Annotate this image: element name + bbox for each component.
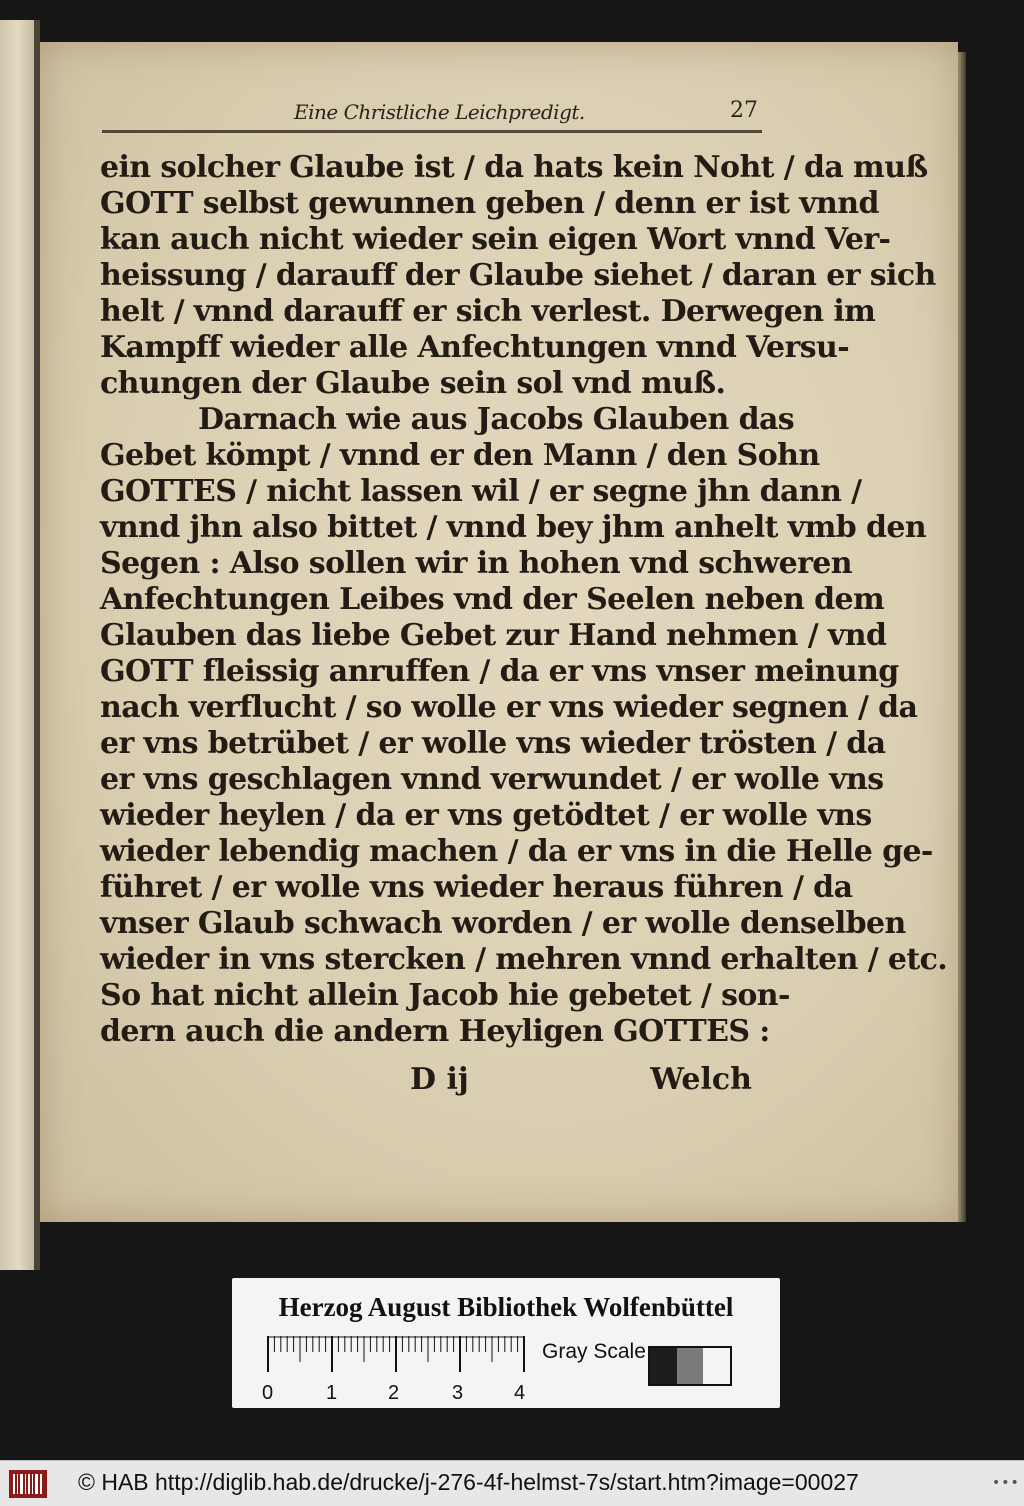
paragraph-first-line: Darnach wie aus Jacobs Glauben das [198,402,795,437]
centimeter-scale [266,1336,526,1374]
header-rule [102,130,762,133]
text-line: vnser Glaub schwach worden / er wolle denselben [100,906,906,941]
scale-number: 4 [514,1382,526,1404]
library-name: Herzog August Bibliothek Wolfenbüttel [278,1292,734,1322]
gray-swatch-light [703,1348,730,1384]
body-text [100,150,948,1050]
color-ruler-card [232,1278,780,1408]
page-number: 27 [730,98,758,123]
text-line: chungen der Glaube sein sol vnd muß. [100,366,726,401]
text-line: GOTT fleissig anruffen / da er vns vnser meinung [100,654,899,689]
text-line: er vns betrübet / er wolle vns wieder trösten / da [100,726,886,761]
text-line: Segen : Also sollen wir in hohen vnd schweren [100,546,852,581]
text-line: er vns geschlagen vnnd verwundet / er wolle vns [100,762,884,797]
ruler-ticks [266,1336,526,1374]
catchword: Welch [650,1062,752,1097]
text-line: Anfechtungen Leibes vnd der Seelen neben dem [100,582,885,617]
gray-scale-swatches [648,1346,732,1386]
text-line: kan auch nicht wieder sein eigen Wort vnnd Ver- [100,222,891,257]
gray-swatch-dark [650,1348,677,1384]
text-line: wieder heylen / da er vns getödtet / er wolle vns [100,798,872,833]
gray-scale-label: Gray Scale [542,1340,646,1363]
scale-number: 3 [452,1382,464,1404]
text-line: dern auch die andern Heyligen GOTTES : [100,1014,770,1049]
text-line: wieder in vns stercken / mehren vnnd erhalten / etc. [100,942,948,977]
text-line: ein solcher Glaube ist / da hats kein Noht / da muß [100,150,928,185]
text-line: GOTTES / nicht lassen wil / er segne jhn dann / [100,474,862,509]
text-line: Kampff wieder alle Anfechtungen vnnd Versu- [100,330,850,365]
more-dots-icon[interactable]: ••• [992,1475,1020,1491]
text-line: führet / er wolle vns wieder heraus führen / da [100,870,853,905]
gray-swatch-mid [677,1348,704,1384]
text-line: GOTT selbst gewunnen geben / denn er ist vnnd [100,186,879,221]
status-bar [0,1460,1024,1506]
text-line: So hat nicht allein Jacob hie gebetet / son- [100,978,790,1013]
text-line: helt / vnnd darauff er sich verlest. Derwegen im [100,294,876,329]
signature-line [100,1062,770,1102]
text-line: Gebet kömpt / vnnd er den Mann / den Sohn [100,438,820,473]
text-line: vnnd jhn also bittet / vnnd bey jhm anhelt vmb den [100,510,927,545]
text-line: Glauben das liebe Gebet zur Hand nehmen / vnd [100,618,887,653]
text-line: wieder lebendig machen / da er vns in die Helle ge- [100,834,933,869]
text-line: heissung / darauff der Glaube siehet / daran er sich [100,258,936,293]
running-head: Eine Christliche Leichpredigt. [294,100,585,124]
scale-number: 1 [326,1382,338,1404]
barcode-icon [8,1469,48,1499]
signature-mark: D ij [410,1062,469,1097]
scale-number: 0 [262,1382,274,1404]
copyright-url-link[interactable]: © HAB http://diglib.hab.de/drucke/j-276-4f-helmst-7s/start.htm?image=00027 [78,1469,859,1495]
text-line: nach verflucht / so wolle er vns wieder segnen / da [100,690,918,725]
scale-number: 2 [388,1382,400,1404]
